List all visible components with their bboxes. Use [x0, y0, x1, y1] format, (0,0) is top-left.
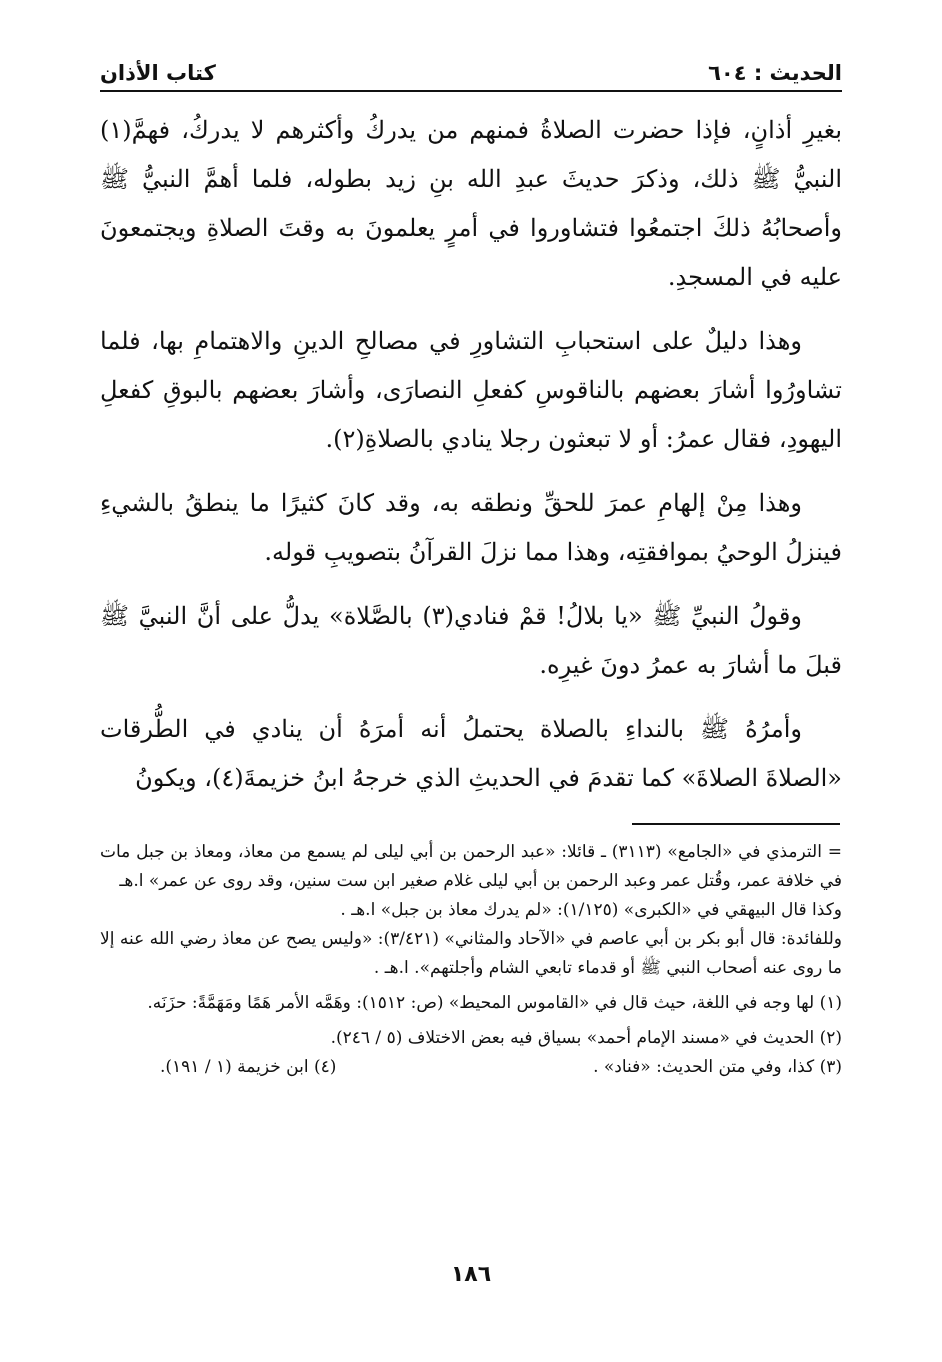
hadith-number-label: الحديث : ٦٠٤: [708, 61, 842, 85]
footnote-1: (١) لها وجه في اللغة، حيث قال في «القاموس المحيط» (ص: ١٥١٢): وهَمَّه الأمر هَمًا ومَهَمَّةً: حزَنَه.: [147, 993, 842, 1013]
paragraph: بغيرِ أذانٍ، فإذا حضرت الصلاةُ فمنهم من يدركُ وأكثرهم لا يدركُ، فهمَّ(١) النبيُّ ﷺ ذلك، وذكرَ حديثَ عبدِ الله بنِ زيد بطوله، فلما أهمَّ النبيُّ ﷺ وأصحابُهُ ذلكَ اجتمعُوا فتشاوروا في أمرٍ يعلمونَ به وقتَ الصلاةِ ويجتمعونَ عليه في المسجدِ.: [100, 116, 842, 291]
footnote-row: [100, 1053, 842, 1082]
footnotes: [100, 838, 842, 1082]
footnote-4: (٤) ابن خزيمة (١ / ١٩١).: [160, 1057, 337, 1077]
paragraph: وأمرُهُ ﷺ بالنداءِ بالصلاة يحتملُ أنه أمرَهُ أن ينادي في الطُّرقات «الصلاةَ الصلاةَ» كما تقدمَ في الحديثِ الذي خرجهُ ابنُ خزيمةَ(٤)، ويكونُ: [100, 715, 842, 792]
footnote-separator: [632, 823, 840, 825]
header-rule: [100, 90, 842, 92]
running-header: [100, 56, 842, 90]
footnote-2: (٢) الحديث في «مسند الإمام أحمد» بسياق فيه بعض الاختلاف (٥ / ٢٤٦).: [330, 1028, 842, 1048]
page-number: ١٨٦: [450, 1262, 492, 1287]
paragraph: وقولُ النبيِّ ﷺ «يا بلالُ! قمْ فنادي(٣) بالصَّلاة» يدلُّ على أنَّ النبيَّ ﷺ قبلَ ما أشارَ به عمرُ دونَ غيرِه.: [100, 602, 842, 679]
main-text: [100, 106, 842, 818]
footnote-3: (٣) كذا، وفي متن الحديث: «فناد» .: [593, 1057, 842, 1077]
footnote-continuation: وللفائدة: قال أبو بكر بن أبي عاصم في «الآحاد والمثاني» (٣/٤٢١): «وليس يصح عن معاذ رضي الله عنه إلا ما روى عنه أصحاب النبي ﷺ أو قدماء تابعي الشام وأجلتهم». ا.هـ .: [100, 929, 842, 978]
footnote-continuation: = الترمذي في «الجامع» (٣١١٣) ـ قائلا: «عبد الرحمن بن أبي ليلى لم يسمع من معاذ، ومعاذ بن جبل مات في خلافة عمر، وقُتل عمر وعبد الرحمن بن أبي ليلى غلام صغير ابن ست سنين، وقد روى عن عمر» ا.هـ: [100, 842, 842, 891]
footnote-continuation: وكذا قال البيهقي في «الكبرى» (١/١٢٥): «لم يدرك معاذ بن جبل» ا.هـ .: [340, 900, 842, 920]
book-title: كتاب الأذان: [100, 61, 216, 85]
paragraph: وهذا دليلٌ على استحبابِ التشاورِ في مصالحِ الدينِ والاهتمامِ بها، فلما تشاورُوا أشارَ بعضهم بالناقوسِ كفعلِ النصارَى، وأشارَ بعضهم بالبوقِ كفعلِ اليهودِ، فقال عمرُ: أو لا تبعثون رجلا ينادي بالصلاةِ(٢).: [100, 327, 842, 453]
paragraph: وهذا مِنْ إلهامِ عمرَ للحقِّ ونطقه به، وقد كانَ كثيرًا ما ينطقُ بالشيءِ فينزلُ الوحيُ بموافقتِه، وهذا مما نزلَ القرآنُ بتصويبِ قوله.: [100, 489, 842, 566]
